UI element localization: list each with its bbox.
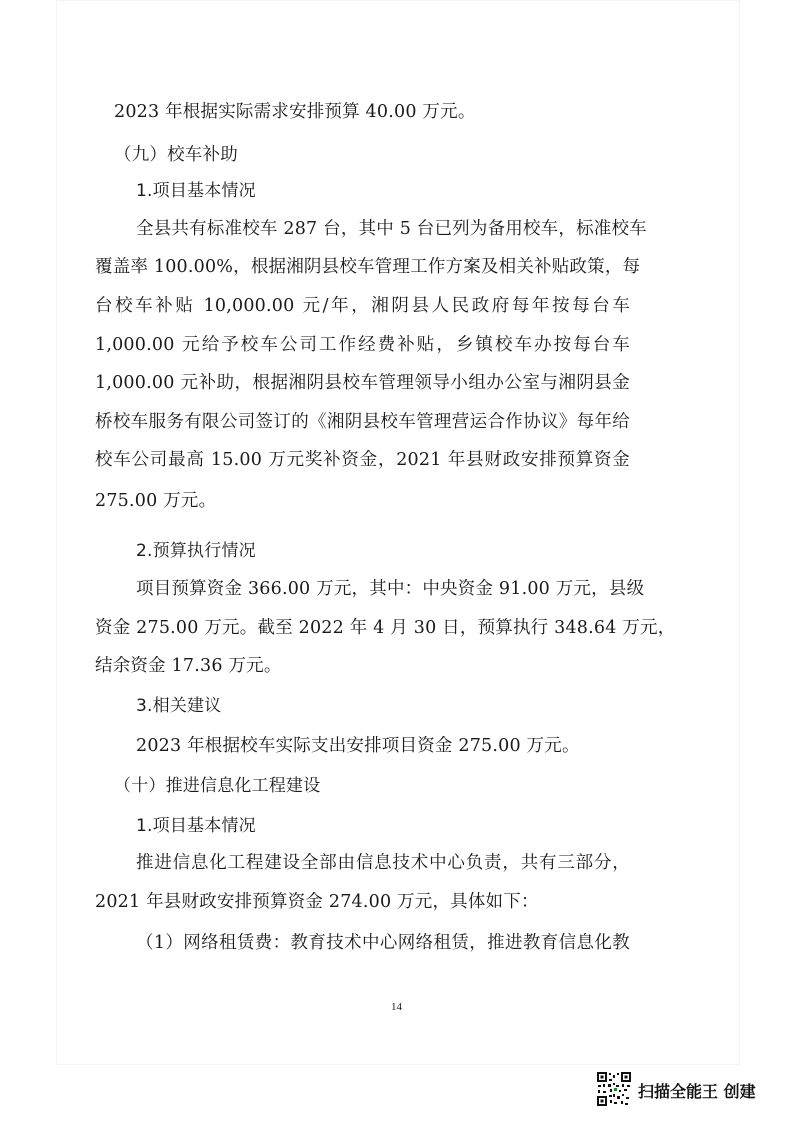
page-number: 14 bbox=[391, 1001, 402, 1013]
paragraph-line: 桥校车服务有限公司签订的《湘阴县校车管理营运合作协议》每年给 bbox=[95, 412, 630, 432]
qr-code-icon bbox=[596, 1071, 632, 1107]
section-heading: （十）推进信息化工程建设 bbox=[114, 776, 321, 796]
paragraph-line: 2021 年县财政安排预算资金 274.00 万元，具体如下： bbox=[95, 892, 539, 912]
paragraph-line: 校车公司最高 15.00 万元奖补资金，2021 年县财政安排预算资金 bbox=[95, 450, 630, 470]
subsection-heading: 1.项目基本情况 bbox=[136, 816, 256, 836]
paragraph-line: 1,000.00 元给予校车公司工作经费补贴，乡镇校车办按每台车 bbox=[95, 335, 630, 355]
subsection-heading: 2.预算执行情况 bbox=[136, 541, 256, 561]
paragraph-line: 覆盖率 100.00%，根据湘阴县校车管理工作方案及相关补贴政策，每 bbox=[95, 257, 641, 277]
paragraph-line: 全县共有标准校车 287 台，其中 5 台已列为备用校车，标准校车 bbox=[136, 219, 647, 239]
section-heading: （九）校车补助 bbox=[114, 145, 238, 165]
paragraph-line: 项目预算资金 366.00 万元，其中：中央资金 91.00 万元，县级 bbox=[136, 579, 645, 599]
paragraph-line: 推进信息化工程建设全部由信息技术中心负责，共有三部分， bbox=[136, 853, 630, 873]
scanner-watermark: 扫描全能王 创建 bbox=[638, 1082, 756, 1101]
paragraph-line: 275.00 万元。 bbox=[95, 491, 217, 511]
paragraph-line: 2023 年根据校车实际支出安排项目资金 275.00 万元。 bbox=[136, 736, 580, 756]
paragraph-line: 台校车补贴 10,000.00 元/年，湘阴县人民政府每年按每台车 bbox=[95, 296, 630, 316]
paragraph-line: （1）网络租赁费：教育技术中心网络租赁，推进教育信息化教 bbox=[136, 933, 630, 953]
subsection-heading: 1.项目基本情况 bbox=[136, 181, 256, 201]
paragraph-line: 1,000.00 元补助，根据湘阴县校车管理领导小组办公室与湘阴县金 bbox=[95, 373, 630, 393]
paragraph-line: 资金 275.00 万元。截至 2022 年 4 月 30 日，预算执行 348.64 万元， bbox=[95, 618, 676, 638]
paragraph-line: 结余资金 17.36 万元。 bbox=[95, 656, 282, 676]
subsection-heading: 3.相关建议 bbox=[136, 696, 222, 716]
paragraph-line: 2023 年根据实际需求安排预算 40.00 万元。 bbox=[114, 102, 476, 122]
